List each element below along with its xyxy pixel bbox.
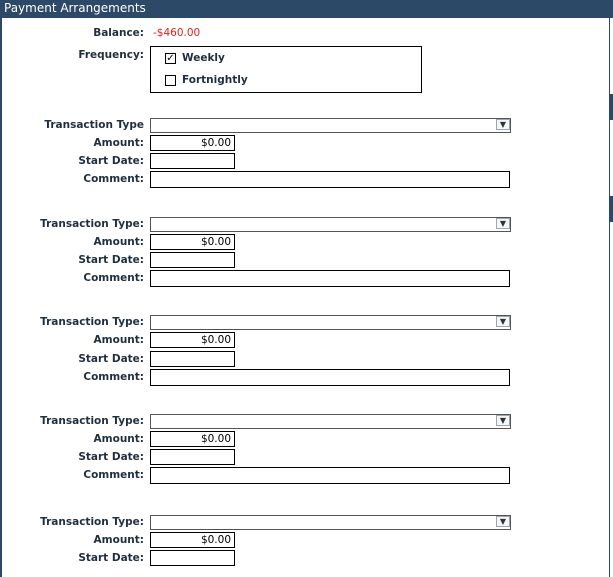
chevron-down-icon[interactable]: ▼ — [496, 119, 510, 130]
checkbox-unchecked-icon[interactable] — [165, 75, 176, 86]
start-date-label: Start Date: — [78, 552, 144, 564]
start-date-input[interactable] — [150, 550, 235, 566]
start-date-input[interactable] — [150, 449, 235, 465]
frequency-option-weekly[interactable] — [165, 52, 225, 64]
amount-label: Amount: — [93, 534, 144, 546]
transaction-type-select-overlay — [150, 414, 511, 429]
amount-input[interactable]: $0.00 — [150, 135, 235, 151]
frequency-option-fortnightly[interactable] — [165, 74, 248, 86]
amount-input[interactable]: $0.00 — [150, 332, 235, 348]
frequency-option-label: Weekly — [182, 52, 225, 64]
start-date-input[interactable] — [150, 252, 235, 268]
comment-label: Comment: — [83, 371, 144, 383]
amount-label: Amount: — [93, 236, 144, 248]
start-date-label: Start Date: — [78, 254, 144, 266]
transaction-type-label: Transaction Type: — [40, 218, 144, 230]
transaction-type-label: Transaction Type: — [40, 316, 144, 328]
checkbox-checked-icon[interactable]: ✓ — [166, 52, 175, 64]
amount-input[interactable]: $0.00 — [150, 234, 235, 250]
start-date-input[interactable] — [150, 351, 235, 367]
transaction-type-label: Transaction Type: — [40, 415, 144, 427]
frequency-group — [150, 46, 422, 93]
start-date-label: Start Date: — [78, 451, 144, 463]
comment-label: Comment: — [83, 173, 144, 185]
comment-label: Comment: — [83, 469, 144, 481]
frequency-option-label: Fortnightly — [182, 74, 248, 86]
start-date-label: Start Date: — [78, 155, 144, 167]
chevron-down-icon[interactable]: ▼ — [496, 415, 510, 426]
transaction-type-select-overlay — [150, 315, 511, 330]
start-date-label: Start Date: — [78, 353, 144, 365]
comment-input[interactable] — [150, 270, 510, 287]
transaction-type-label: Transaction Type — [44, 119, 144, 131]
transaction-type-label: Transaction Type: — [40, 516, 144, 528]
transaction-type-select-overlay — [150, 515, 511, 530]
chevron-down-icon[interactable]: ▼ — [496, 218, 510, 229]
amount-input[interactable]: $0.00 — [150, 532, 235, 548]
start-date-input[interactable] — [150, 153, 235, 169]
amount-label: Amount: — [93, 334, 144, 346]
transaction-type-select-overlay — [150, 217, 511, 232]
window-title: Payment Arrangements — [0, 0, 613, 18]
chevron-down-icon[interactable]: ▼ — [496, 316, 510, 327]
transaction-type-select-overlay — [150, 118, 511, 133]
balance-label: Balance: — [93, 27, 144, 39]
comment-input[interactable] — [150, 171, 510, 188]
amount-input[interactable]: $0.00 — [150, 431, 235, 447]
amount-label: Amount: — [93, 137, 144, 149]
amount-label: Amount: — [93, 433, 144, 445]
comment-input[interactable] — [150, 369, 510, 386]
chevron-down-icon[interactable]: ▼ — [496, 516, 510, 527]
comment-label: Comment: — [83, 272, 144, 284]
balance-value: -$460.00 — [153, 27, 201, 39]
comment-input[interactable] — [150, 467, 510, 484]
window-border-left — [0, 18, 2, 577]
frequency-label: Frequency: — [78, 49, 144, 61]
